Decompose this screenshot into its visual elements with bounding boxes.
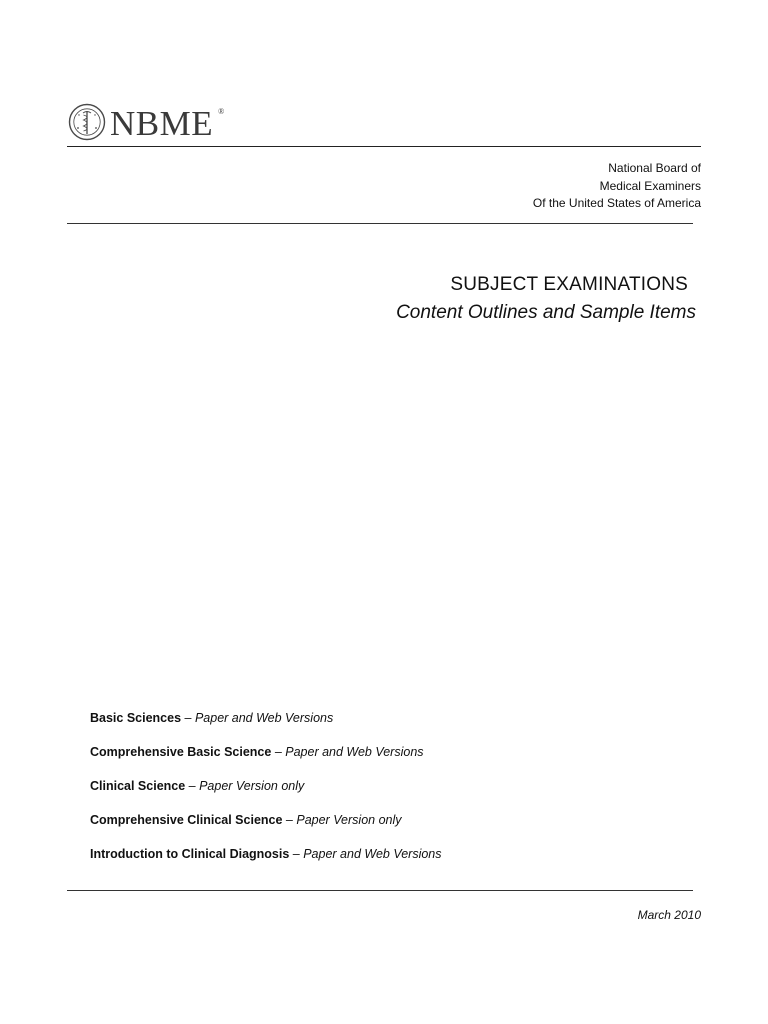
exam-versions: Paper and Web Versions xyxy=(285,745,424,759)
exam-name: Basic Sciences xyxy=(90,711,182,725)
exam-name: Introduction to Clinical Diagnosis xyxy=(90,847,290,861)
exam-name: Comprehensive Basic Science xyxy=(90,745,272,759)
list-item xyxy=(90,742,442,776)
organization-name xyxy=(533,160,701,213)
header-divider xyxy=(67,146,701,147)
exam-versions: Paper and Web Versions xyxy=(303,847,442,861)
page-title: SUBJECT EXAMINATIONS xyxy=(450,274,688,295)
title-block xyxy=(396,272,696,328)
org-line-3: Of the United States of America xyxy=(532,196,701,210)
exam-separator: – xyxy=(271,745,286,759)
list-item xyxy=(90,708,442,742)
nbme-logo xyxy=(68,103,224,141)
org-line-1: National Board of xyxy=(608,161,701,175)
exam-list xyxy=(90,708,442,878)
list-item xyxy=(90,844,442,878)
registered-mark: ® xyxy=(218,107,225,116)
exam-separator: – xyxy=(282,813,297,827)
exam-separator: – xyxy=(289,847,304,861)
exam-separator: – xyxy=(185,779,200,793)
exam-versions: Paper and Web Versions xyxy=(194,711,334,725)
list-item xyxy=(90,810,442,844)
exam-versions: Paper Version only xyxy=(296,813,402,827)
list-item xyxy=(90,776,442,810)
org-line-2: Medical Examiners xyxy=(599,178,701,193)
publication-date: March 2010 xyxy=(637,908,701,922)
page-subtitle: Content Outlines and Sample Items xyxy=(396,302,696,323)
section-divider-bottom xyxy=(67,890,693,891)
exam-name: Clinical Science xyxy=(90,779,186,793)
section-divider-top xyxy=(67,223,693,224)
exam-name: Comprehensive Clinical Science xyxy=(90,813,283,827)
exam-versions: Paper Version only xyxy=(199,779,305,793)
nbme-seal-icon xyxy=(68,103,106,141)
logo-wordmark: NBME xyxy=(110,103,214,143)
exam-separator: – xyxy=(181,711,195,725)
